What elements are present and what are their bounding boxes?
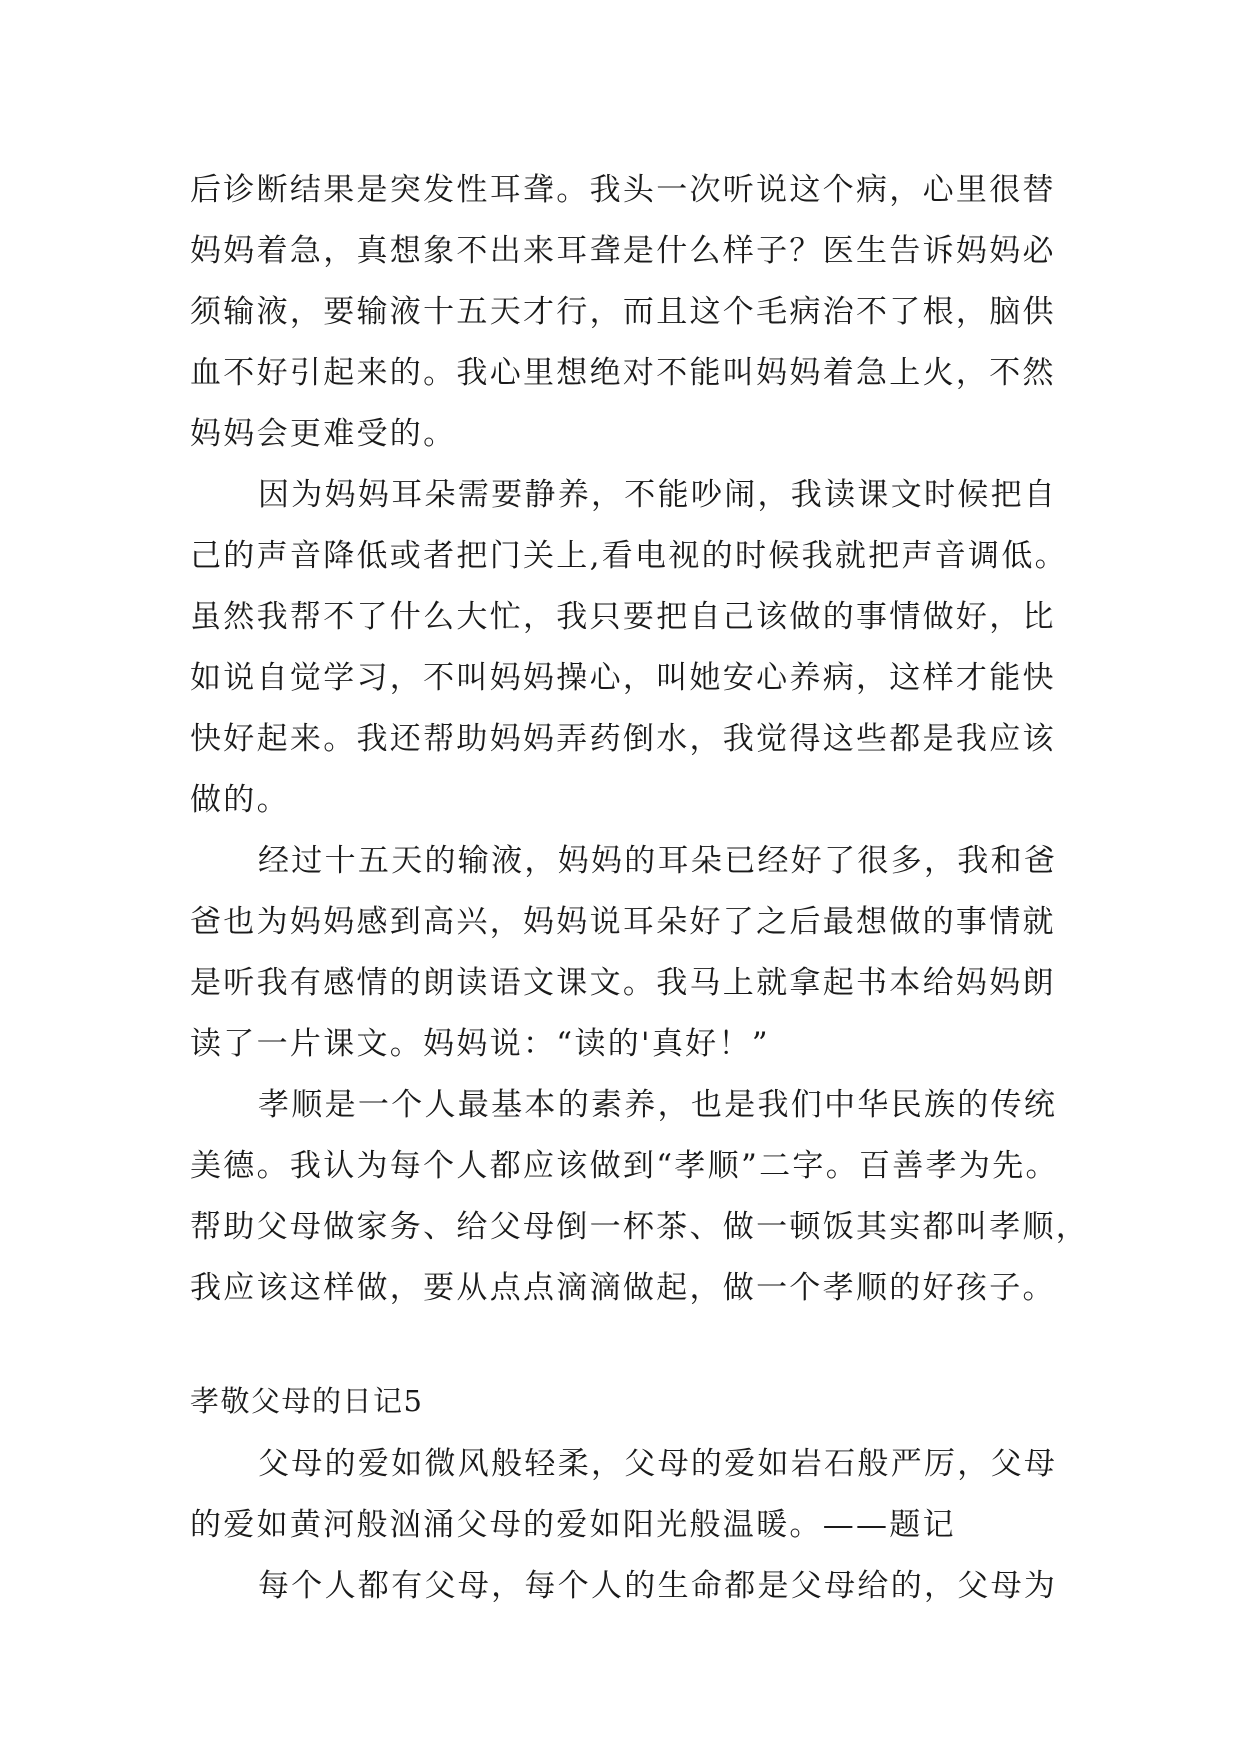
text-line: 帮助父母做家务、给父母倒一杯茶、做一顿饭其实都叫孝顺， — [190, 1209, 1090, 1245]
paragraph — [190, 160, 1056, 465]
text-line: 爸也为妈妈感到高兴，妈妈说耳朵好了之后最想做的事情就 — [190, 904, 1056, 940]
section-title: 孝敬父母的日记5 — [190, 1384, 424, 1418]
text-line: 经过十五天的输液，妈妈的耳朵已经好了很多，我和爸 — [258, 843, 1058, 879]
paragraph — [190, 1556, 1058, 1617]
text-line: 读了一片课文。妈妈说：“读的'真好！” — [190, 1026, 770, 1062]
paragraph — [190, 831, 1058, 1075]
text-line: 己的声音降低或者把门关上,看电视的时候我就把声音调低。 — [190, 538, 1068, 574]
text-line: 父母的爱如微风般轻柔，父母的爱如岩石般严厉，父母 — [258, 1446, 1058, 1482]
text-line: 快好起来。我还帮助妈妈弄药倒水，我觉得这些都是我应该 — [190, 721, 1056, 757]
text-line: 每个人都有父母，每个人的生命都是父母给的，父母为 — [258, 1568, 1058, 1604]
paragraph — [190, 1434, 1058, 1556]
text-line: 妈妈会更难受的。 — [190, 416, 457, 452]
text-line: 虽然我帮不了什么大忙，我只要把自己该做的事情做好，比 — [190, 599, 1056, 635]
text-line: 美德。我认为每个人都应该做到“孝顺”二字。百善孝为先。 — [190, 1148, 1059, 1184]
text-line: 我应该这样做，要从点点滴滴做起，做一个孝顺的好孩子。 — [190, 1270, 1056, 1306]
text-line: 如说自觉学习，不叫妈妈操心，叫她安心养病，这样才能快 — [190, 660, 1056, 696]
text-line: 妈妈着急，真想象不出来耳聋是什么样子？医生告诉妈妈必 — [190, 233, 1056, 269]
text-line: 血不好引起来的。我心里想绝对不能叫妈妈着急上火，不然 — [190, 355, 1056, 391]
text-line: 的爱如黄河般汹涌父母的爱如阳光般温暖。——题记 — [190, 1507, 956, 1543]
text-line: 须输液，要输液十五天才行，而且这个毛病治不了根，脑供 — [190, 294, 1056, 330]
document-body — [190, 160, 1090, 1617]
text-line: 做的。 — [190, 782, 290, 818]
paragraph — [190, 1075, 1090, 1319]
text-line: 因为妈妈耳朵需要静养，不能吵闹，我读课文时候把自 — [258, 477, 1058, 513]
text-line: 孝顺是一个人最基本的素养，也是我们中华民族的传统 — [258, 1087, 1058, 1123]
section-gap — [190, 1319, 1050, 1368]
text-line: 后诊断结果是突发性耳聋。我头一次听说这个病，心里很替 — [190, 172, 1056, 208]
text-line: 是听我有感情的朗读语文课文。我马上就拿起书本给妈妈朗 — [190, 965, 1056, 1001]
paragraph — [190, 465, 1068, 831]
